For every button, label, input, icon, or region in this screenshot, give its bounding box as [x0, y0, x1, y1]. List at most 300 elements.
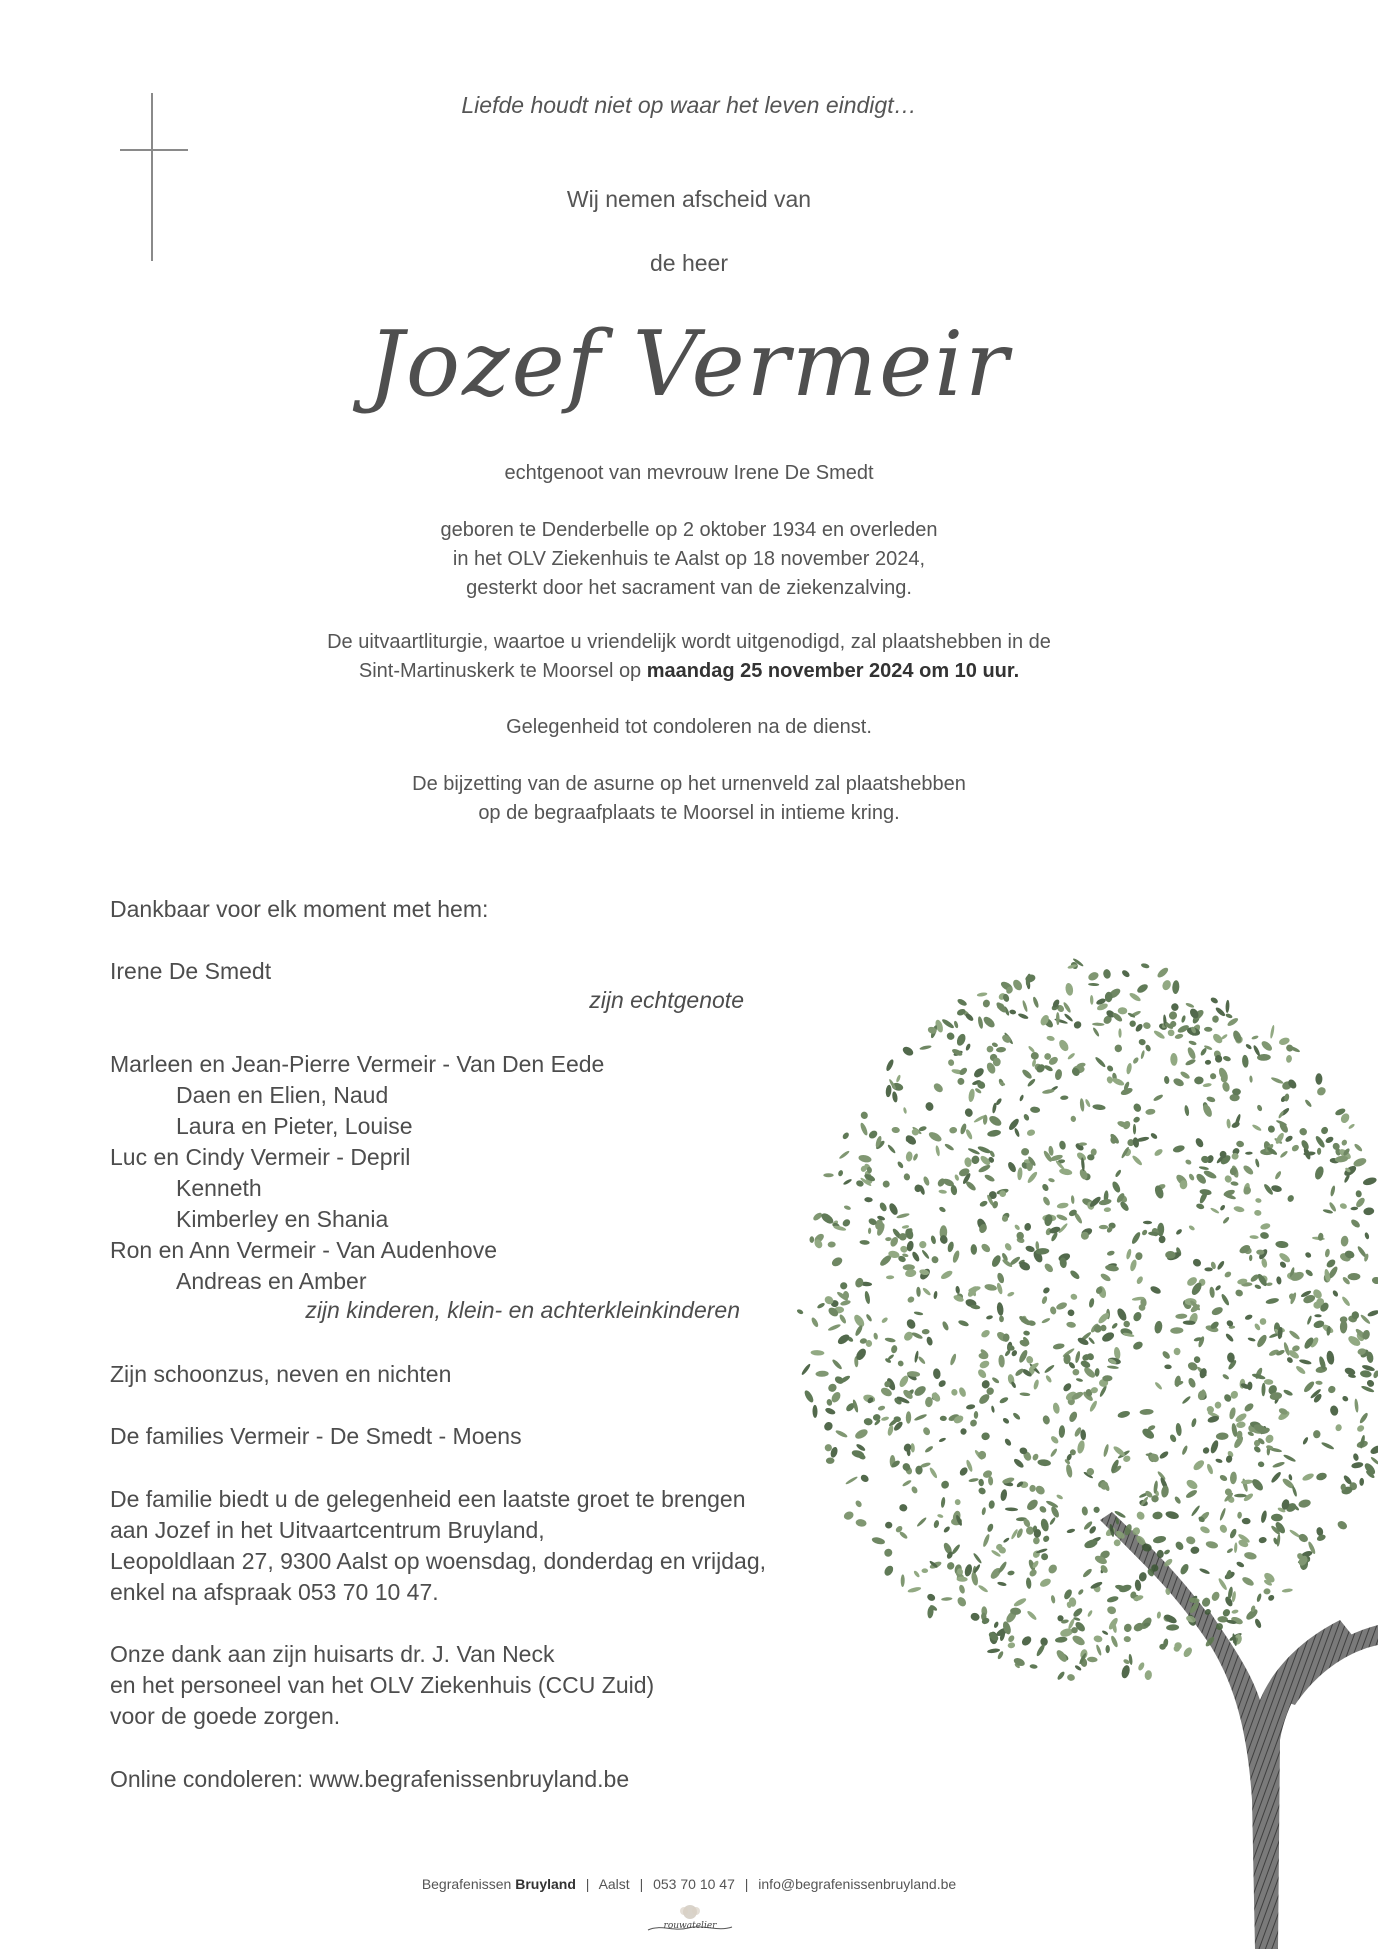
tree-leaf: [1249, 1075, 1253, 1082]
tree-leaf: [1163, 1613, 1178, 1625]
tree-leaf: [938, 1206, 946, 1213]
tree-leaf: [1295, 1365, 1307, 1376]
tree-leaf: [911, 1128, 920, 1137]
tree-leaf: [930, 1255, 939, 1265]
tree-leaf: [932, 1368, 941, 1380]
tree-leaf: [1194, 1137, 1205, 1149]
tree-leaf: [888, 1202, 900, 1216]
tree-leaf: [871, 1536, 886, 1545]
tree-leaf: [1082, 1567, 1093, 1578]
tree-leaf: [1254, 1618, 1263, 1629]
tree-leaf: [868, 1228, 872, 1235]
tree-leaf: [1313, 1430, 1321, 1439]
tree-leaf: [883, 1564, 895, 1577]
tree-leaf: [1153, 1029, 1166, 1040]
tree-leaf: [1249, 1255, 1253, 1262]
tree-leaf: [1007, 1117, 1020, 1131]
tree-leaf: [1370, 1456, 1378, 1466]
tree-leaf: [1004, 1438, 1013, 1447]
tree-leaf: [1209, 1286, 1215, 1298]
tree-leaf: [965, 1128, 974, 1140]
tree-leaf: [1164, 1364, 1172, 1369]
family-member: Kimberley en Shania: [176, 1206, 389, 1232]
tree-leaf: [1048, 1177, 1055, 1183]
tree-leaf: [1199, 1525, 1211, 1535]
tree-leaf: [1019, 1392, 1030, 1396]
tree-leaf: [1163, 1549, 1171, 1556]
tree-leaf: [1236, 1421, 1246, 1429]
spouse-name: Irene De Smedt: [110, 958, 272, 984]
tree-leaf: [852, 1313, 866, 1328]
tree-leaf: [1126, 1063, 1133, 1075]
tree-leaf: [1033, 1379, 1040, 1390]
tree-leaf: [1251, 1035, 1259, 1040]
tree-leaf: [1004, 1242, 1013, 1252]
tree-leaf: [1043, 1262, 1055, 1274]
tree-leaf: [958, 1584, 966, 1594]
tree-leaf: [1093, 1324, 1103, 1335]
tree-leaf: [1321, 1441, 1335, 1450]
tree-leaf: [1152, 1535, 1166, 1544]
tree-leaf: [986, 1523, 994, 1533]
tree-leaf: [922, 1287, 932, 1297]
tree-leaf: [1171, 1003, 1180, 1012]
in-laws: Zijn schoonzus, neven en nichten: [110, 1361, 452, 1387]
tree-leaf: [1197, 1389, 1207, 1401]
tree-leaf: [1140, 963, 1149, 970]
tree-leaf: [1226, 1119, 1231, 1129]
tree-leaf: [1254, 1158, 1260, 1168]
tree-leaf: [958, 1386, 968, 1398]
tree-leaf: [1111, 1180, 1122, 1194]
tree-leaf: [964, 1157, 972, 1168]
tree-leaf: [958, 1319, 970, 1327]
tree-leaf: [1174, 1540, 1185, 1551]
tree-leaf: [941, 1018, 955, 1030]
tree-leaf: [1168, 1010, 1178, 1020]
tree-leaf: [1186, 1046, 1197, 1060]
tree-leaf: [885, 1522, 892, 1529]
tree-leaf: [993, 1621, 999, 1629]
funeral-datetime: maandag 25 november 2024 om 10 uur.: [646, 660, 1020, 682]
tree-leaf: [1222, 1055, 1231, 1062]
tree-leaf: [1363, 1207, 1375, 1216]
tree-leaf: [1005, 1507, 1018, 1511]
tree-leaf: [1226, 1547, 1234, 1554]
family-member: Daen en Elien, Naud: [176, 1082, 389, 1108]
tree-leaf: [1138, 1571, 1148, 1582]
tree-leaf: [1222, 1216, 1230, 1224]
tree-leaf: [1026, 1129, 1036, 1137]
tree-leaf: [884, 1337, 896, 1343]
funeral-line-1: De uitvaartliturgie, waartoe u vriendelijk wordt uitgenodigd, zal plaatshebben in de: [327, 631, 1051, 653]
tree-leaf: [1043, 1064, 1053, 1072]
tree-leaf: [1025, 1498, 1040, 1513]
tree-leaf: [913, 1384, 928, 1398]
tree-leaf: [1270, 1076, 1284, 1085]
tree-leaf: [1209, 1072, 1217, 1080]
tree-leaf: [914, 1351, 919, 1363]
tree-leaf: [1185, 1489, 1198, 1500]
tree-leaf: [1106, 1595, 1119, 1603]
tree-leaf: [1260, 1039, 1274, 1052]
tree-leaf: [1355, 1190, 1362, 1198]
tree-leaf: [1165, 1251, 1175, 1259]
tree-leaf: [944, 1143, 955, 1152]
tree-leaf: [997, 1561, 1008, 1574]
tree-leaf: [1199, 1567, 1211, 1575]
tree-leaf: [1261, 1383, 1265, 1397]
tree-leaf: [1341, 1395, 1349, 1403]
tree-leaf: [1114, 1169, 1122, 1178]
tree-leaf: [1224, 1270, 1233, 1278]
tree-leaf: [1291, 1486, 1297, 1497]
tree-leaf: [1141, 1229, 1148, 1237]
tree-leaf: [1242, 1164, 1255, 1176]
tree-leaf: [1052, 1343, 1065, 1351]
tree-leaf: [970, 1612, 981, 1622]
tree-leaf: [933, 1520, 940, 1529]
tree-leaf: [816, 1302, 825, 1309]
tree-leaf: [941, 1320, 950, 1331]
tree-leaf: [1348, 1273, 1361, 1280]
tree-leaf: [1245, 1152, 1253, 1155]
tree-leaf: [1194, 1076, 1204, 1085]
tree-leaf: [1202, 1446, 1211, 1455]
tree-leaf: [916, 1287, 921, 1297]
tree-leaf: [1245, 1043, 1253, 1050]
tree-leaf: [1132, 1102, 1143, 1113]
tree-leaf: [1150, 1132, 1159, 1140]
tree-leaf: [1135, 1510, 1146, 1521]
tree-leaf: [1260, 1222, 1271, 1230]
tree-leaf: [1243, 1402, 1255, 1413]
tree-leaf: [1237, 1512, 1242, 1519]
tree-leaf: [1072, 1020, 1082, 1030]
tree-leaf: [839, 1281, 849, 1291]
tree-leaf: [940, 1416, 947, 1421]
tree-leaf: [867, 1129, 879, 1140]
tree-leaf: [955, 1286, 960, 1295]
tree-leaf: [1314, 1135, 1326, 1149]
tree-leaf: [824, 1407, 836, 1416]
tree-leaf: [1159, 1644, 1166, 1650]
footer-city: Aalst: [598, 1876, 630, 1892]
tree-leaf: [1118, 1007, 1128, 1015]
tree-leaf: [1226, 1017, 1239, 1028]
tree-leaf: [878, 1201, 888, 1212]
tree-leaf: [812, 1405, 817, 1418]
tree-leaf: [949, 1353, 957, 1366]
tree-leaf: [885, 1085, 892, 1098]
tree-leaf: [1006, 1161, 1017, 1174]
family-member: Laura en Pieter, Louise: [176, 1113, 413, 1139]
tree-leaf: [843, 1510, 855, 1521]
tree-leaf: [1300, 1139, 1310, 1151]
tree-leaf: [1042, 1196, 1052, 1207]
tree-leaf: [1153, 1093, 1164, 1102]
tree-leaf: [1136, 982, 1150, 994]
tree-leaf: [1232, 1088, 1241, 1095]
family-member: Ron en Ann Vermeir - Van Audenhove: [110, 1237, 498, 1263]
tree-leaf: [987, 1129, 1002, 1138]
tree-leaf: [887, 1144, 897, 1154]
tree-leaf: [1093, 1635, 1103, 1643]
tree-leaf: [987, 1648, 1000, 1654]
tree-leaf: [1128, 1019, 1137, 1028]
tree-leaf: [810, 1317, 819, 1329]
tree-leaf: [1020, 1634, 1033, 1647]
tree-leaf: [828, 1241, 836, 1247]
tree-leaf: [1185, 1002, 1195, 1009]
tree-leaf: [1214, 1401, 1222, 1409]
tree-leaf: [1350, 1218, 1362, 1229]
tree-leaf: [1122, 1319, 1131, 1328]
tree-leaf: [835, 1429, 848, 1439]
tree-leaf: [1332, 1289, 1339, 1297]
tree-leaf: [1267, 1594, 1275, 1602]
tree-leaf: [1225, 1333, 1235, 1343]
tree-leaf: [1202, 1083, 1211, 1088]
birth-death-paragraph: [0, 516, 1378, 603]
thanks-heading: Dankbaar voor elk moment met hem:: [110, 896, 489, 922]
tree-leaf: [890, 1344, 898, 1353]
spouse-line: echtgenoot van mevrouw Irene De Smedt: [504, 462, 874, 484]
tree-leaf: [1219, 1507, 1227, 1521]
tree-leaf: [1175, 1423, 1182, 1437]
tree-leaf: [924, 1101, 935, 1112]
tree-leaf: [1249, 1235, 1258, 1239]
tree-leaf: [1035, 1643, 1046, 1657]
tree-leaf: [1026, 1610, 1038, 1621]
tree-leaf: [1112, 1445, 1126, 1458]
tree-leaf: [1074, 1351, 1081, 1364]
tree-leaf: [1081, 1506, 1088, 1516]
tree-leaf: [838, 1150, 850, 1160]
tree-leaf: [1152, 1511, 1163, 1520]
tree-leaf: [1348, 1123, 1356, 1130]
tree-leaf: [1242, 1518, 1251, 1525]
tree-leaf: [1204, 1027, 1213, 1032]
tree-leaf: [903, 1173, 911, 1181]
tree-leaf: [1179, 1070, 1191, 1080]
tree-leaf: [1040, 1552, 1050, 1562]
tree-leaf: [1056, 1012, 1060, 1025]
tree-leaf: [1023, 1330, 1030, 1336]
tree-leaf: [1084, 1098, 1091, 1107]
tree-leaf: [1110, 1635, 1119, 1648]
tree-leaf: [1033, 1537, 1041, 1545]
tree-leaf: [1219, 1474, 1229, 1483]
tree-leaf: [1017, 1167, 1023, 1180]
tree-leaf: [953, 1020, 959, 1028]
tree-leaf: [1222, 1373, 1230, 1380]
tree-leaf: [1205, 1405, 1215, 1415]
tree-leaf: [858, 1154, 872, 1164]
tree-leaf: [996, 1272, 1005, 1284]
tree-leaf: [1244, 1551, 1258, 1560]
tree-leaf: [891, 1091, 898, 1103]
tree-leaf: [1079, 1142, 1087, 1145]
tree-leaf: [1190, 1546, 1200, 1554]
tree-leaf: [959, 1123, 967, 1135]
tree-leaf: [1264, 1433, 1275, 1444]
tree-leaf: [1106, 1645, 1110, 1653]
tree-leaf: [910, 1485, 918, 1494]
funeral-paragraph: [0, 628, 1378, 686]
tree-leaf: [1046, 1035, 1055, 1042]
visit-line-2: aan Jozef in het Uitvaartcentrum Bruyland,: [110, 1517, 545, 1543]
tree-leaf: [1144, 1670, 1152, 1681]
tree-illustration: [740, 900, 1378, 1949]
tree-leaf: [1225, 1013, 1233, 1019]
tree-leaf: [1181, 1395, 1191, 1404]
tree-leaf: [1131, 1154, 1143, 1166]
tree-leaf: [925, 1396, 933, 1407]
motto: Liefde houdt niet op waar het leven eindigt…: [461, 92, 917, 118]
tree-leaf: [1179, 1563, 1190, 1576]
tree-leaf: [1154, 1381, 1163, 1390]
tree-leaf: [1101, 1330, 1116, 1343]
tree-leaf: [997, 1581, 1007, 1587]
tree-leaf: [1185, 1535, 1196, 1545]
tree-leaf: [1260, 1231, 1270, 1239]
family-member: Luc en Cindy Vermeir - Depril: [110, 1144, 411, 1170]
tree-leaf: [1188, 1173, 1195, 1181]
tree-leaf: [1099, 1272, 1111, 1283]
tree-leaf: [966, 1404, 976, 1410]
burial-paragraph: [0, 770, 1378, 828]
tree-leaf: [1234, 1288, 1244, 1297]
tree-leaf: [1106, 1064, 1115, 1072]
family-member: Andreas en Amber: [176, 1268, 367, 1294]
tree-leaf: [1055, 1636, 1068, 1643]
tree-leaf: [1324, 1248, 1330, 1257]
tree-leaf: [1094, 1056, 1106, 1068]
tree-leaf: [1166, 1624, 1179, 1631]
tree-leaf: [1231, 1609, 1239, 1614]
tree-leaf: [1286, 1055, 1293, 1064]
tree-leaf: [991, 1405, 995, 1413]
tree-leaf: [1229, 1094, 1239, 1101]
tree-leaf: [1192, 1458, 1206, 1472]
tree-leaf: [906, 1411, 912, 1423]
tree-leaf: [1095, 1644, 1102, 1656]
tree-leaf: [1032, 996, 1040, 1008]
tree-leaf: [1074, 1664, 1082, 1671]
tree-leaf: [886, 1275, 894, 1279]
tree-leaf: [1234, 1542, 1238, 1553]
tree-leaf: [1049, 1517, 1056, 1526]
tree-leaf: [877, 1405, 885, 1411]
footer-email: info@begrafenissenbruyland.be: [758, 1876, 957, 1892]
gratitude-line-2: en het personeel van het OLV Ziekenhuis (CCU Zuid): [110, 1672, 655, 1698]
tree-leaf: [1254, 1210, 1262, 1217]
tree-leaf: [947, 1241, 955, 1253]
tree-leaf: [1090, 995, 1094, 1005]
tree-leaf: [999, 1315, 1004, 1322]
tree-leaf: [815, 1371, 828, 1377]
tree-leaf: [1260, 1510, 1268, 1523]
tree-leaf: [977, 992, 988, 997]
tree-leaf: [1079, 1098, 1085, 1112]
tree-leaf: [1358, 1412, 1369, 1425]
sacrament-line: gesterkt door het sacrament van de ziekenzalving.: [466, 577, 912, 599]
tree-leaf: [1187, 1377, 1197, 1389]
tree-leaf: [1003, 1537, 1010, 1544]
tree-leaf: [1087, 1610, 1094, 1618]
tree-leaf: [1041, 1183, 1050, 1192]
tree-leaf: [1041, 1295, 1048, 1304]
tree-leaf: [1013, 1457, 1025, 1469]
tree-leaf: [1265, 1297, 1279, 1305]
tree-leaf: [1335, 1423, 1343, 1432]
tree-leaf: [1169, 1433, 1178, 1443]
tree-leaf: [1128, 992, 1141, 1003]
tree-leaf: [1094, 1368, 1100, 1377]
tree-leaf: [826, 1457, 835, 1464]
tree-leaf: [1210, 1207, 1220, 1214]
tree-leaf: [1118, 1028, 1121, 1038]
footer: [0, 1876, 1378, 1892]
tree-leaf: [873, 1332, 878, 1340]
tree-leaf: [1191, 1257, 1202, 1268]
tree-leaf: [1260, 1318, 1267, 1325]
tree-leaf: [1050, 1435, 1060, 1445]
tree-leaf: [1021, 1147, 1030, 1156]
tree-leaf: [996, 1282, 1004, 1295]
tree-leaf: [843, 1205, 851, 1211]
family-list: [110, 1049, 604, 1297]
tree-leaf: [1247, 1381, 1253, 1390]
tree-leaf: [903, 1107, 908, 1114]
tree-leaf: [810, 1350, 824, 1356]
tree-leaf: [1206, 1463, 1214, 1475]
tree-leaf: [1076, 1378, 1084, 1383]
tree-leaf: [1156, 1611, 1161, 1619]
tree-leaf: [1135, 1275, 1144, 1285]
tree-leaf: [956, 1596, 968, 1609]
tree-leaf: [1012, 1412, 1021, 1421]
tree-leaf: [954, 1174, 960, 1182]
tree-leaf: [1196, 1203, 1205, 1210]
tree-leaf: [1089, 1400, 1099, 1413]
tree-leaf: [1056, 1213, 1068, 1221]
tree-leaf: [1315, 1471, 1327, 1481]
tree-leaf: [960, 1428, 967, 1435]
tree-leaf: [1298, 1127, 1308, 1137]
tree-leaf: [1041, 1317, 1051, 1324]
tree-leaf: [1101, 1630, 1108, 1636]
tree-leaf: [855, 1518, 867, 1527]
tree-leaf: [1123, 1623, 1133, 1633]
tree-leaf: [988, 1114, 1003, 1128]
tree-leaf: [831, 1358, 843, 1370]
tree-leaf: [1037, 1459, 1051, 1467]
tree-leaf: [1042, 1415, 1051, 1426]
tree-leaf: [1297, 1532, 1309, 1543]
tree-leaf: [898, 1531, 908, 1540]
tree-leaf: [990, 1254, 1002, 1269]
tree-leaf: [988, 1500, 995, 1509]
tree-leaf: [1065, 982, 1075, 996]
tree-leaf: [1099, 1225, 1108, 1229]
tree-leaf: [1056, 1671, 1066, 1681]
tree-leaf: [1315, 1073, 1322, 1084]
tree-leaf: [1315, 1380, 1323, 1385]
tree-leaf: [1066, 1528, 1075, 1534]
tree-leaf: [1283, 1454, 1297, 1463]
